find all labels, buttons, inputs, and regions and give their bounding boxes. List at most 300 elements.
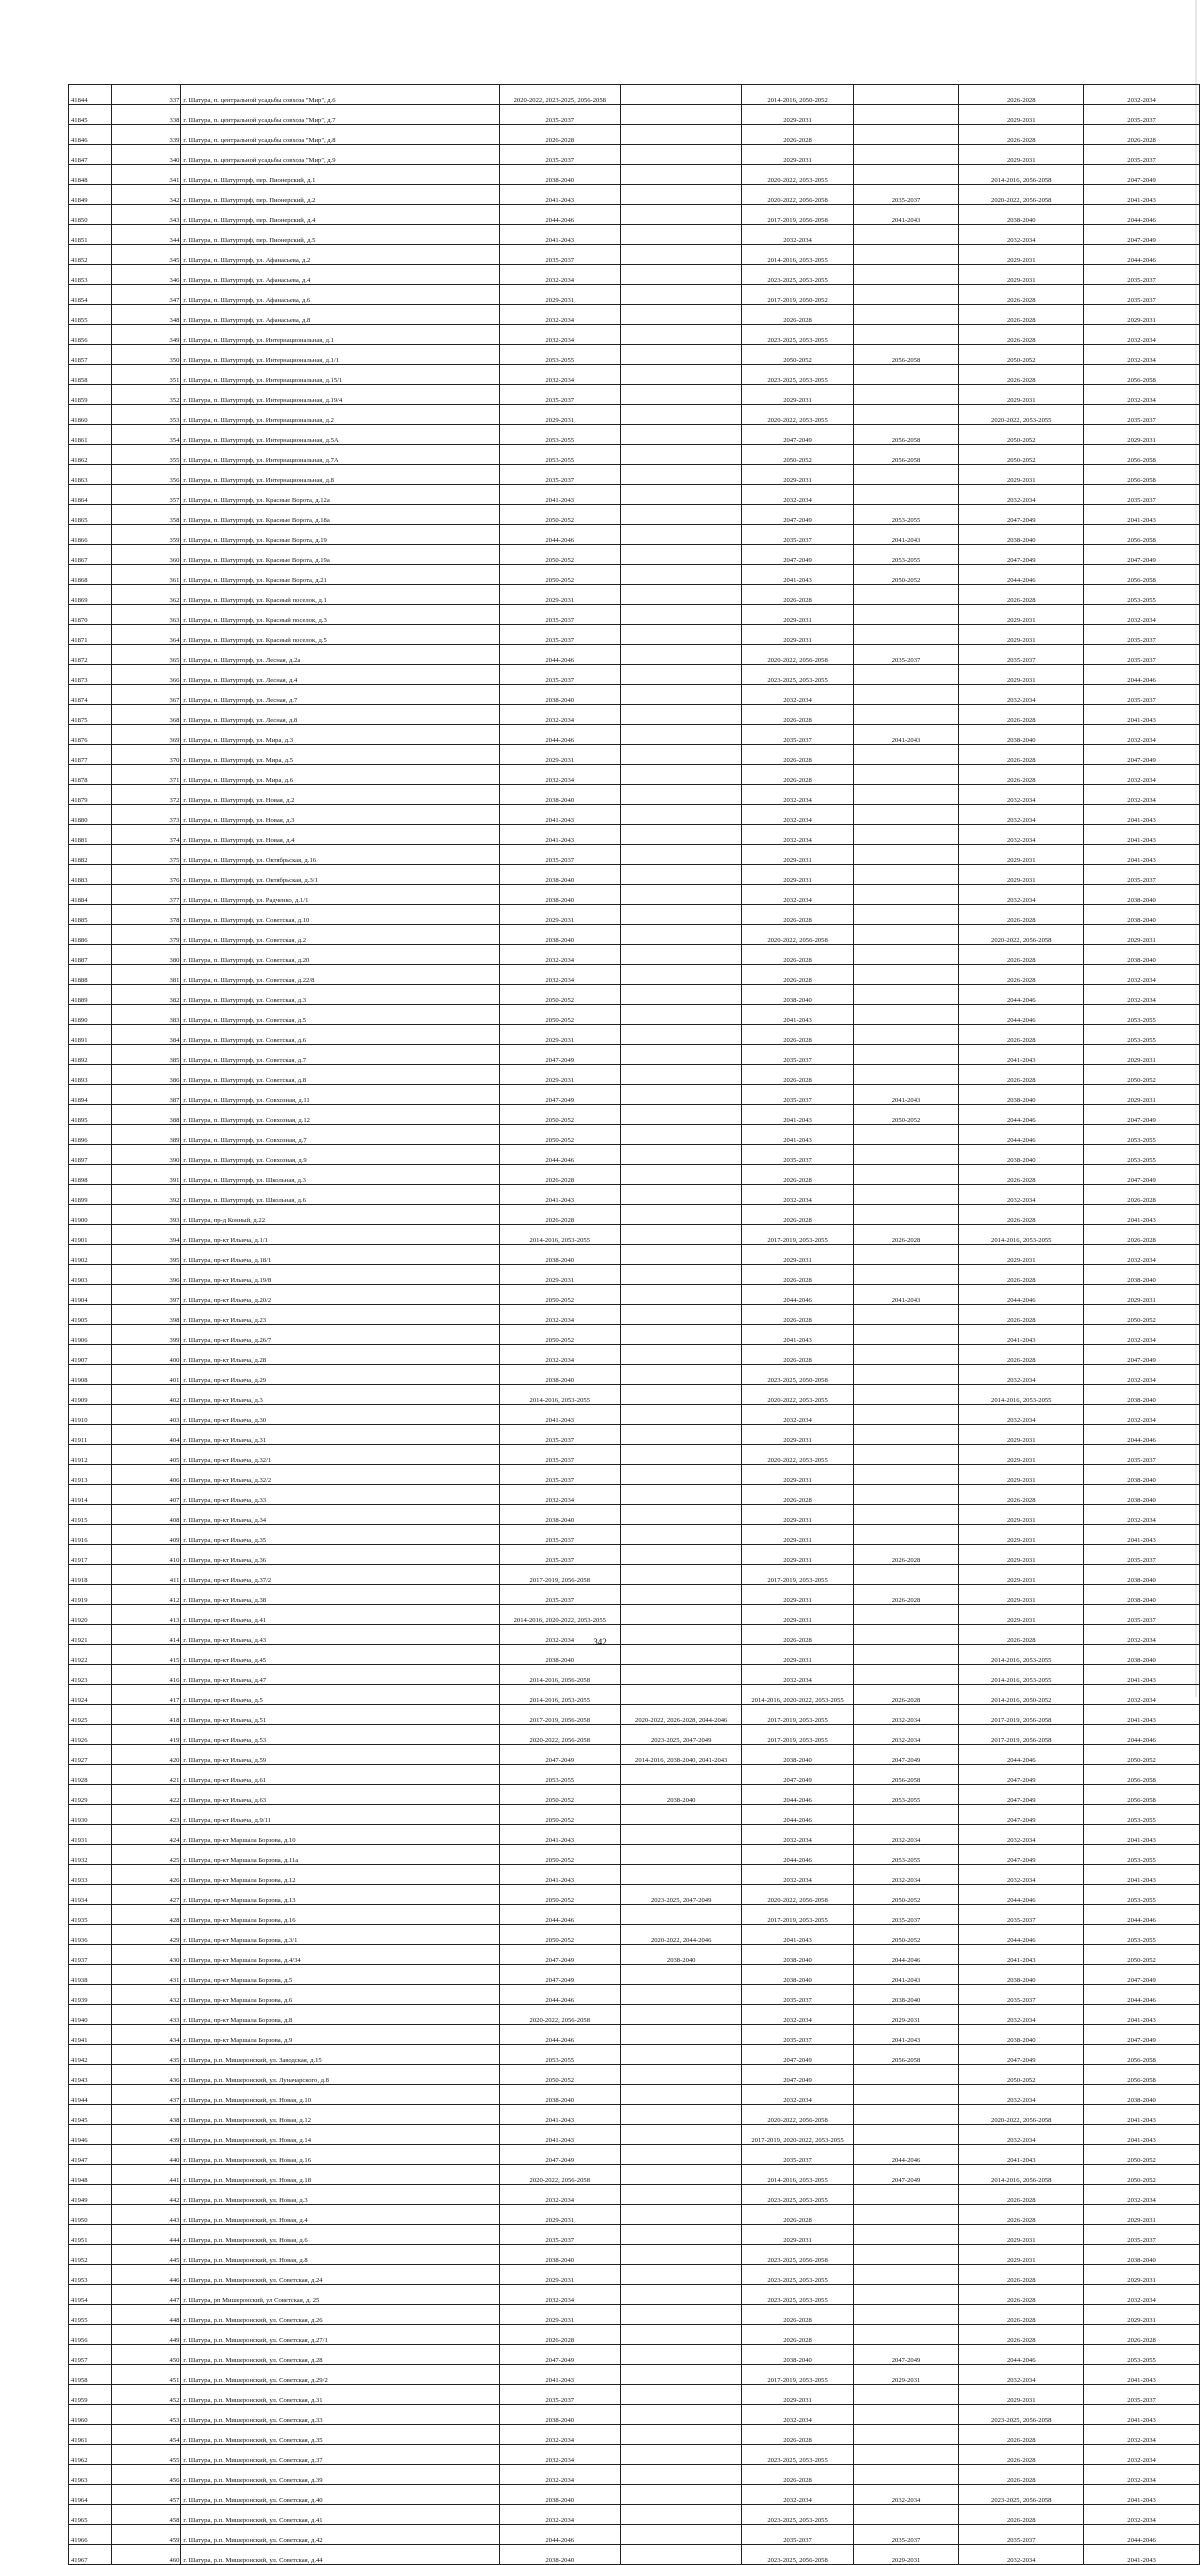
row-id-cell: 41917 bbox=[69, 1545, 112, 1565]
period-col-3-cell: 2026-2028 bbox=[742, 2465, 853, 2485]
period-col-4-cell bbox=[853, 865, 959, 885]
period-col-3-cell: 2029-2031 bbox=[742, 1525, 853, 1545]
row-id-cell: 41896 bbox=[69, 1125, 112, 1145]
address-cell: г. Шатура, п. Шатурторф, ул. Школьная, д.6 bbox=[181, 1185, 499, 1205]
row-id-cell: 41893 bbox=[69, 1065, 112, 1085]
period-col-5-cell: 2047-2049 bbox=[959, 1765, 1084, 1785]
period-col-3-cell: 2047-2049 bbox=[742, 2045, 853, 2065]
table-row bbox=[69, 1225, 1200, 1245]
period-col-2-cell bbox=[620, 2265, 741, 2285]
row-id-cell: 41950 bbox=[69, 2205, 112, 2225]
period-col-4-cell bbox=[853, 1525, 959, 1545]
period-col-4-cell bbox=[853, 1445, 959, 1465]
row-id-cell: 41868 bbox=[69, 565, 112, 585]
period-col-3-cell: 2032-2034 bbox=[742, 1405, 853, 1425]
table-row bbox=[69, 2025, 1200, 2045]
period-col-3-cell: 2026-2028 bbox=[742, 965, 853, 985]
period-col-1-cell: 2029-2031 bbox=[499, 1265, 620, 1285]
row-number-cell: 404 bbox=[111, 1425, 181, 1445]
period-col-4-cell bbox=[853, 1665, 959, 1685]
period-col-6-cell: 2053-2055 bbox=[1084, 1005, 1200, 1025]
period-col-1-cell: 2029-2031 bbox=[499, 1025, 620, 1045]
period-col-1-cell: 2032-2034 bbox=[499, 2285, 620, 2305]
row-id-cell: 41846 bbox=[69, 125, 112, 145]
period-col-1-cell: 2038-2040 bbox=[499, 1245, 620, 1265]
row-id-cell: 41939 bbox=[69, 1985, 112, 2005]
row-number-cell: 415 bbox=[111, 1645, 181, 1665]
period-col-1-cell: 2041-2043 bbox=[499, 485, 620, 505]
period-col-6-cell: 2041-2043 bbox=[1084, 1665, 1200, 1685]
period-col-5-cell: 2023-2025, 2056-2058 bbox=[959, 2485, 1084, 2505]
row-number-cell: 454 bbox=[111, 2425, 181, 2445]
period-col-3-cell: 2041-2043 bbox=[742, 1105, 853, 1125]
table-row bbox=[69, 1925, 1200, 1945]
period-col-5-cell: 2026-2028 bbox=[959, 1265, 1084, 1285]
period-col-5-cell: 2032-2034 bbox=[959, 1825, 1084, 1845]
period-col-4-cell bbox=[853, 945, 959, 965]
row-number-cell: 352 bbox=[111, 385, 181, 405]
period-col-1-cell: 2020-2022, 2056-2058 bbox=[499, 2005, 620, 2025]
period-col-3-cell: 2038-2040 bbox=[742, 2345, 853, 2365]
address-cell: г. Шатура, р.п. Мишеронский, ул. Советская, д.41 bbox=[181, 2505, 499, 2525]
address-cell: г. Шатура, п. Шатурторф, ул. Советская, д.6 bbox=[181, 1025, 499, 1045]
address-cell: г. Шатура, пр-кт Ильича, д.37/2 bbox=[181, 1565, 499, 1585]
period-col-2-cell bbox=[620, 845, 741, 865]
period-col-4-cell bbox=[853, 1325, 959, 1345]
row-number-cell: 344 bbox=[111, 225, 181, 245]
period-col-6-cell: 2053-2055 bbox=[1084, 585, 1200, 605]
address-cell: г. Шатура, пр-кт Маршала Борзова, д.4/34 bbox=[181, 1945, 499, 1965]
period-col-2-cell bbox=[620, 1185, 741, 1205]
address-cell: г. Шатура, пр-кт Ильича, д.33 bbox=[181, 1485, 499, 1505]
address-cell: г. Шатура, пр-д Конный, д.22 bbox=[181, 1205, 499, 1225]
address-cell: г. Шатура, пр-кт Ильича, д.53 bbox=[181, 1725, 499, 1745]
period-col-5-cell: 2032-2034 bbox=[959, 685, 1084, 705]
period-col-1-cell: 2047-2049 bbox=[499, 1965, 620, 1985]
period-col-2-cell bbox=[620, 305, 741, 325]
period-col-5-cell: 2038-2040 bbox=[959, 205, 1084, 225]
period-col-4-cell: 2035-2037 bbox=[853, 185, 959, 205]
period-col-2-cell bbox=[620, 365, 741, 385]
period-col-3-cell: 2023-2025, 2053-2055 bbox=[742, 2445, 853, 2465]
period-col-3-cell: 2029-2031 bbox=[742, 385, 853, 405]
period-col-4-cell: 2050-2052 bbox=[853, 1885, 959, 1905]
period-col-3-cell: 2026-2028 bbox=[742, 125, 853, 145]
period-col-1-cell: 2032-2034 bbox=[499, 705, 620, 725]
period-col-4-cell bbox=[853, 305, 959, 325]
period-col-1-cell: 2044-2046 bbox=[499, 1985, 620, 2005]
address-cell: г. Шатура, п. центральной усадьбы совхоза "Мир", д.7 bbox=[181, 105, 499, 125]
row-id-cell: 41867 bbox=[69, 545, 112, 565]
period-col-5-cell: 2029-2031 bbox=[959, 865, 1084, 885]
row-number-cell: 360 bbox=[111, 545, 181, 565]
period-col-4-cell: 2044-2046 bbox=[853, 1945, 959, 1965]
address-cell: г. Шатура, пр-кт Ильича, д.47 bbox=[181, 1665, 499, 1685]
period-col-1-cell: 2044-2046 bbox=[499, 645, 620, 665]
period-col-6-cell: 2047-2049 bbox=[1084, 745, 1200, 765]
period-col-4-cell bbox=[853, 2305, 959, 2325]
period-col-6-cell: 2041-2043 bbox=[1084, 2485, 1200, 2505]
address-cell: г. Шатура, п. Шатурторф, ул. Интернациональная, д.1 bbox=[181, 325, 499, 345]
row-id-cell: 41935 bbox=[69, 1905, 112, 1925]
row-id-cell: 41872 bbox=[69, 645, 112, 665]
row-id-cell: 41933 bbox=[69, 1865, 112, 1885]
period-col-3-cell: 2047-2049 bbox=[742, 505, 853, 525]
row-number-cell: 376 bbox=[111, 865, 181, 885]
period-col-4-cell: 2026-2028 bbox=[853, 1685, 959, 1705]
table-row bbox=[69, 1185, 1200, 1205]
period-col-6-cell: 2032-2034 bbox=[1084, 2285, 1200, 2305]
row-number-cell: 460 bbox=[111, 2545, 181, 2565]
period-col-4-cell bbox=[853, 2445, 959, 2465]
address-cell: г. Шатура, п. Шатурторф, ул. Интернациональная, д.5А bbox=[181, 425, 499, 445]
period-col-2-cell bbox=[620, 1845, 741, 1865]
row-number-cell: 456 bbox=[111, 2465, 181, 2485]
period-col-2-cell bbox=[620, 265, 741, 285]
period-col-3-cell: 2035-2037 bbox=[742, 1145, 853, 1165]
period-col-5-cell: 2029-2031 bbox=[959, 1465, 1084, 1485]
period-col-1-cell: 2053-2055 bbox=[499, 445, 620, 465]
period-col-1-cell: 2032-2034 bbox=[499, 965, 620, 985]
period-col-2-cell bbox=[620, 1325, 741, 1345]
row-id-cell: 41921 bbox=[69, 1625, 112, 1645]
period-col-6-cell: 2056-2058 bbox=[1084, 565, 1200, 585]
table-row bbox=[69, 985, 1200, 1005]
period-col-6-cell: 2047-2049 bbox=[1084, 1345, 1200, 1365]
table-row bbox=[69, 1745, 1200, 1765]
row-number-cell: 436 bbox=[111, 2065, 181, 2085]
row-number-cell: 366 bbox=[111, 665, 181, 685]
period-col-6-cell: 2056-2058 bbox=[1084, 465, 1200, 485]
table-row bbox=[69, 585, 1200, 605]
period-col-1-cell: 2035-2037 bbox=[499, 665, 620, 685]
period-col-3-cell: 2026-2028 bbox=[742, 305, 853, 325]
row-id-cell: 41847 bbox=[69, 145, 112, 165]
table-row bbox=[69, 125, 1200, 145]
period-col-1-cell: 2035-2037 bbox=[499, 465, 620, 485]
address-cell: г. Шатура, п. Шатурторф, ул. Радченко, д.1/1 bbox=[181, 885, 499, 905]
period-col-5-cell: 2032-2034 bbox=[959, 825, 1084, 845]
period-col-1-cell: 2038-2040 bbox=[499, 1365, 620, 1385]
row-number-cell: 387 bbox=[111, 1085, 181, 1105]
row-id-cell: 41955 bbox=[69, 2305, 112, 2325]
period-col-5-cell: 2044-2046 bbox=[959, 1105, 1084, 1125]
period-col-2-cell bbox=[620, 125, 741, 145]
period-col-2-cell bbox=[620, 2445, 741, 2465]
row-id-cell: 41904 bbox=[69, 1285, 112, 1305]
period-col-1-cell: 2038-2040 bbox=[499, 785, 620, 805]
address-cell: г. Шатура, пр-кт Маршала Борзова, д.5 bbox=[181, 1965, 499, 1985]
period-col-2-cell bbox=[620, 165, 741, 185]
table-body bbox=[69, 85, 1200, 2565]
period-col-1-cell: 2038-2040 bbox=[499, 165, 620, 185]
period-col-1-cell: 2014-2016, 2053-2055 bbox=[499, 1385, 620, 1405]
period-col-3-cell: 2044-2046 bbox=[742, 1845, 853, 1865]
period-col-5-cell: 2050-2052 bbox=[959, 2065, 1084, 2085]
table-row bbox=[69, 1485, 1200, 1505]
period-col-4-cell bbox=[853, 765, 959, 785]
row-number-cell: 420 bbox=[111, 1745, 181, 1765]
address-cell: г. Шатура, п. Шатурторф, ул. Афанасьева, д.6 bbox=[181, 285, 499, 305]
row-number-cell: 362 bbox=[111, 585, 181, 605]
row-number-cell: 343 bbox=[111, 205, 181, 225]
period-col-5-cell: 2029-2031 bbox=[959, 625, 1084, 645]
row-number-cell: 393 bbox=[111, 1205, 181, 1225]
period-col-6-cell: 2044-2046 bbox=[1084, 1905, 1200, 1925]
row-number-cell: 426 bbox=[111, 1865, 181, 1885]
period-col-1-cell: 2026-2028 bbox=[499, 1205, 620, 1225]
row-number-cell: 338 bbox=[111, 105, 181, 125]
period-col-4-cell bbox=[853, 1005, 959, 1025]
row-number-cell: 392 bbox=[111, 1185, 181, 1205]
period-col-4-cell: 2032-2034 bbox=[853, 1705, 959, 1725]
row-id-cell: 41852 bbox=[69, 245, 112, 265]
period-col-2-cell: 2020-2022, 2044-2046 bbox=[620, 1925, 741, 1945]
period-col-5-cell: 2050-2052 bbox=[959, 445, 1084, 465]
address-cell: г. Шатура, р.п. Мишеронский, ул. Новая, д.8 bbox=[181, 2245, 499, 2265]
period-col-6-cell: 2050-2052 bbox=[1084, 2165, 1200, 2185]
period-col-6-cell: 2032-2034 bbox=[1084, 965, 1200, 985]
period-col-5-cell: 2047-2049 bbox=[959, 1845, 1084, 1865]
row-id-cell: 41869 bbox=[69, 585, 112, 605]
table-row bbox=[69, 385, 1200, 405]
period-col-3-cell: 2035-2037 bbox=[742, 1085, 853, 1105]
table-row bbox=[69, 525, 1200, 545]
period-col-6-cell: 2041-2043 bbox=[1084, 2545, 1200, 2565]
period-col-1-cell: 2035-2037 bbox=[499, 105, 620, 125]
period-col-5-cell: 2026-2028 bbox=[959, 585, 1084, 605]
period-col-5-cell: 2020-2022, 2056-2058 bbox=[959, 925, 1084, 945]
period-col-6-cell: 2038-2040 bbox=[1084, 1645, 1200, 1665]
period-col-3-cell: 2029-2031 bbox=[742, 625, 853, 645]
period-col-5-cell: 2029-2031 bbox=[959, 1585, 1084, 1605]
period-col-2-cell bbox=[620, 325, 741, 345]
period-col-5-cell: 2044-2046 bbox=[959, 1005, 1084, 1025]
period-col-4-cell: 2053-2055 bbox=[853, 505, 959, 525]
period-col-6-cell: 2035-2037 bbox=[1084, 865, 1200, 885]
row-number-cell: 374 bbox=[111, 825, 181, 845]
period-col-4-cell bbox=[853, 625, 959, 645]
address-cell: г. Шатура, пр-кт Ильича, д.36 bbox=[181, 1545, 499, 1565]
address-cell: г. Шатура, пр-кт Ильича, д.29 bbox=[181, 1365, 499, 1385]
period-col-2-cell bbox=[620, 685, 741, 705]
period-col-4-cell: 2053-2055 bbox=[853, 1845, 959, 1865]
row-id-cell: 41924 bbox=[69, 1685, 112, 1705]
address-cell: г. Шатура, п. Шатурторф, ул. Новая, д.3 bbox=[181, 805, 499, 825]
period-col-5-cell: 2026-2028 bbox=[959, 705, 1084, 725]
period-col-1-cell: 2038-2040 bbox=[499, 925, 620, 945]
period-col-6-cell: 2032-2034 bbox=[1084, 1245, 1200, 1265]
period-col-3-cell: 2032-2034 bbox=[742, 2005, 853, 2025]
row-number-cell: 423 bbox=[111, 1805, 181, 1825]
period-col-2-cell bbox=[620, 765, 741, 785]
period-col-3-cell: 2032-2034 bbox=[742, 1665, 853, 1685]
period-col-4-cell bbox=[853, 145, 959, 165]
period-col-1-cell: 2050-2052 bbox=[499, 1105, 620, 1125]
row-number-cell: 391 bbox=[111, 1165, 181, 1185]
period-col-5-cell: 2029-2031 bbox=[959, 465, 1084, 485]
period-col-5-cell: 2041-2043 bbox=[959, 2145, 1084, 2165]
period-col-2-cell bbox=[620, 445, 741, 465]
period-col-1-cell: 2032-2034 bbox=[499, 1625, 620, 1645]
period-col-2-cell bbox=[620, 945, 741, 965]
period-col-1-cell: 2032-2034 bbox=[499, 265, 620, 285]
period-col-4-cell bbox=[853, 785, 959, 805]
period-col-3-cell: 2023-2025, 2056-2058 bbox=[742, 2245, 853, 2265]
period-col-4-cell bbox=[853, 965, 959, 985]
table-row bbox=[69, 1145, 1200, 1165]
period-col-1-cell: 2029-2031 bbox=[499, 2205, 620, 2225]
table-row bbox=[69, 1505, 1200, 1525]
period-col-4-cell bbox=[853, 1345, 959, 1365]
period-col-4-cell bbox=[853, 1605, 959, 1625]
period-col-3-cell: 2047-2049 bbox=[742, 545, 853, 565]
period-col-4-cell: 2041-2043 bbox=[853, 725, 959, 745]
period-col-5-cell: 2047-2049 bbox=[959, 2045, 1084, 2065]
period-col-1-cell: 2029-2031 bbox=[499, 2265, 620, 2285]
period-col-2-cell bbox=[620, 1665, 741, 1685]
period-col-3-cell: 2041-2043 bbox=[742, 565, 853, 585]
period-col-4-cell: 2053-2055 bbox=[853, 545, 959, 565]
address-cell: г. Шатура, пр-кт Ильича, д.1/1 bbox=[181, 1225, 499, 1245]
period-col-1-cell: 2029-2031 bbox=[499, 2305, 620, 2325]
row-number-cell: 437 bbox=[111, 2085, 181, 2105]
period-col-4-cell: 2029-2031 bbox=[853, 2365, 959, 2385]
period-col-5-cell: 2026-2028 bbox=[959, 2445, 1084, 2465]
period-col-1-cell: 2047-2049 bbox=[499, 2345, 620, 2365]
period-col-5-cell: 2029-2031 bbox=[959, 1505, 1084, 1525]
row-id-cell: 41903 bbox=[69, 1265, 112, 1285]
period-col-3-cell: 2035-2037 bbox=[742, 1045, 853, 1065]
period-col-6-cell: 2026-2028 bbox=[1084, 125, 1200, 145]
table-row bbox=[69, 1165, 1200, 1185]
period-col-4-cell: 2026-2028 bbox=[853, 1585, 959, 1605]
period-col-6-cell: 2047-2049 bbox=[1084, 165, 1200, 185]
row-id-cell: 41948 bbox=[69, 2165, 112, 2185]
row-number-cell: 381 bbox=[111, 965, 181, 985]
address-cell: г. Шатура, п. Шатурторф, ул. Афанасьева, д.8 bbox=[181, 305, 499, 325]
period-col-2-cell bbox=[620, 345, 741, 365]
period-col-3-cell: 2032-2034 bbox=[742, 485, 853, 505]
address-cell: г. Шатура, р.п. Мишеронский, ул. Советская, д.29/2 bbox=[181, 2365, 499, 2385]
row-id-cell: 41911 bbox=[69, 1425, 112, 1445]
table-row bbox=[69, 2285, 1200, 2305]
table-row bbox=[69, 1005, 1200, 1025]
row-id-cell: 41956 bbox=[69, 2325, 112, 2345]
row-number-cell: 440 bbox=[111, 2145, 181, 2165]
period-col-4-cell bbox=[853, 1165, 959, 1185]
period-col-1-cell: 2047-2049 bbox=[499, 1745, 620, 1765]
period-col-5-cell: 2026-2028 bbox=[959, 2325, 1084, 2345]
address-cell: г. Шатура, пр-кт Маршала Борзова, д.13 bbox=[181, 1885, 499, 1905]
period-col-2-cell bbox=[620, 2105, 741, 2125]
period-col-1-cell: 2035-2037 bbox=[499, 2385, 620, 2405]
period-col-5-cell: 2026-2028 bbox=[959, 745, 1084, 765]
period-col-6-cell: 2035-2037 bbox=[1084, 2225, 1200, 2245]
row-id-cell: 41848 bbox=[69, 165, 112, 185]
period-col-5-cell: 2029-2031 bbox=[959, 665, 1084, 685]
row-id-cell: 41954 bbox=[69, 2285, 112, 2305]
period-col-6-cell: 2038-2040 bbox=[1084, 885, 1200, 905]
period-col-6-cell: 2041-2043 bbox=[1084, 2365, 1200, 2385]
row-id-cell: 41845 bbox=[69, 105, 112, 125]
period-col-6-cell: 2032-2034 bbox=[1084, 985, 1200, 1005]
table-row bbox=[69, 2065, 1200, 2085]
period-col-1-cell: 2029-2031 bbox=[499, 745, 620, 765]
period-col-5-cell: 2014-2016, 2053-2055 bbox=[959, 1385, 1084, 1405]
row-number-cell: 399 bbox=[111, 1325, 181, 1345]
row-id-cell: 41959 bbox=[69, 2385, 112, 2405]
period-col-5-cell: 2026-2028 bbox=[959, 1065, 1084, 1085]
period-col-2-cell bbox=[620, 2145, 741, 2165]
period-col-1-cell: 2041-2043 bbox=[499, 185, 620, 205]
period-col-1-cell: 2032-2034 bbox=[499, 765, 620, 785]
period-col-4-cell bbox=[853, 1505, 959, 1525]
period-col-3-cell: 2029-2031 bbox=[742, 1645, 853, 1665]
period-col-6-cell: 2056-2058 bbox=[1084, 2045, 1200, 2065]
period-col-2-cell bbox=[620, 1065, 741, 1085]
period-col-2-cell bbox=[620, 1405, 741, 1425]
period-col-1-cell: 2035-2037 bbox=[499, 1465, 620, 1485]
address-cell: г. Шатура, р.п. Мишеронский, ул. Новая, д.18 bbox=[181, 2165, 499, 2185]
row-id-cell: 41938 bbox=[69, 1965, 112, 1985]
period-col-6-cell: 2035-2037 bbox=[1084, 1445, 1200, 1465]
period-col-5-cell: 2014-2016, 2053-2055 bbox=[959, 1225, 1084, 1245]
period-col-1-cell: 2032-2034 bbox=[499, 1485, 620, 1505]
table-row bbox=[69, 705, 1200, 725]
row-id-cell: 41894 bbox=[69, 1085, 112, 1105]
row-id-cell: 41952 bbox=[69, 2245, 112, 2265]
row-id-cell: 41927 bbox=[69, 1745, 112, 1765]
period-col-5-cell: 2044-2046 bbox=[959, 1925, 1084, 1945]
period-col-2-cell bbox=[620, 1765, 741, 1785]
row-id-cell: 41888 bbox=[69, 965, 112, 985]
period-col-1-cell: 2035-2037 bbox=[499, 625, 620, 645]
period-col-6-cell: 2053-2055 bbox=[1084, 1845, 1200, 1865]
period-col-2-cell bbox=[620, 1605, 741, 1625]
period-col-6-cell: 2044-2046 bbox=[1084, 245, 1200, 265]
table-row bbox=[69, 965, 1200, 985]
period-col-2-cell bbox=[620, 1145, 741, 1165]
row-number-cell: 416 bbox=[111, 1665, 181, 1685]
row-number-cell: 395 bbox=[111, 1245, 181, 1265]
period-col-1-cell: 2014-2016, 2053-2055 bbox=[499, 1685, 620, 1705]
row-id-cell: 41897 bbox=[69, 1145, 112, 1165]
row-id-cell: 41895 bbox=[69, 1105, 112, 1125]
period-col-1-cell: 2020-2022, 2056-2058 bbox=[499, 2165, 620, 2185]
period-col-5-cell: 2038-2040 bbox=[959, 525, 1084, 545]
period-col-3-cell: 2047-2049 bbox=[742, 425, 853, 445]
address-cell: г. Шатура, п. Шатурторф, ул. Лесная, д.8 bbox=[181, 705, 499, 725]
row-number-cell: 419 bbox=[111, 1725, 181, 1745]
period-col-1-cell: 2014-2016, 2056-2058 bbox=[499, 1665, 620, 1685]
period-col-6-cell: 2032-2034 bbox=[1084, 1365, 1200, 1385]
period-col-3-cell: 2020-2022, 2053-2055 bbox=[742, 1445, 853, 1465]
row-id-cell: 41960 bbox=[69, 2405, 112, 2425]
address-cell: г. Шатура, р.п. Мишеронский, ул. Новая, д.14 bbox=[181, 2125, 499, 2145]
period-col-6-cell: 2032-2034 bbox=[1084, 345, 1200, 365]
address-cell: г. Шатура, р.п. Мишеронский, ул. Советская, д.42 bbox=[181, 2525, 499, 2545]
address-cell: г. Шатура, пр-кт Ильича, д.18/1 bbox=[181, 1245, 499, 1265]
table-row bbox=[69, 305, 1200, 325]
period-col-3-cell: 2026-2028 bbox=[742, 1025, 853, 1045]
row-id-cell: 41909 bbox=[69, 1385, 112, 1405]
row-id-cell: 41905 bbox=[69, 1305, 112, 1325]
row-id-cell: 41941 bbox=[69, 2025, 112, 2045]
period-col-3-cell: 2023-2025, 2053-2055 bbox=[742, 2185, 853, 2205]
period-col-4-cell bbox=[853, 885, 959, 905]
period-col-3-cell: 2017-2019, 2053-2055 bbox=[742, 1725, 853, 1745]
